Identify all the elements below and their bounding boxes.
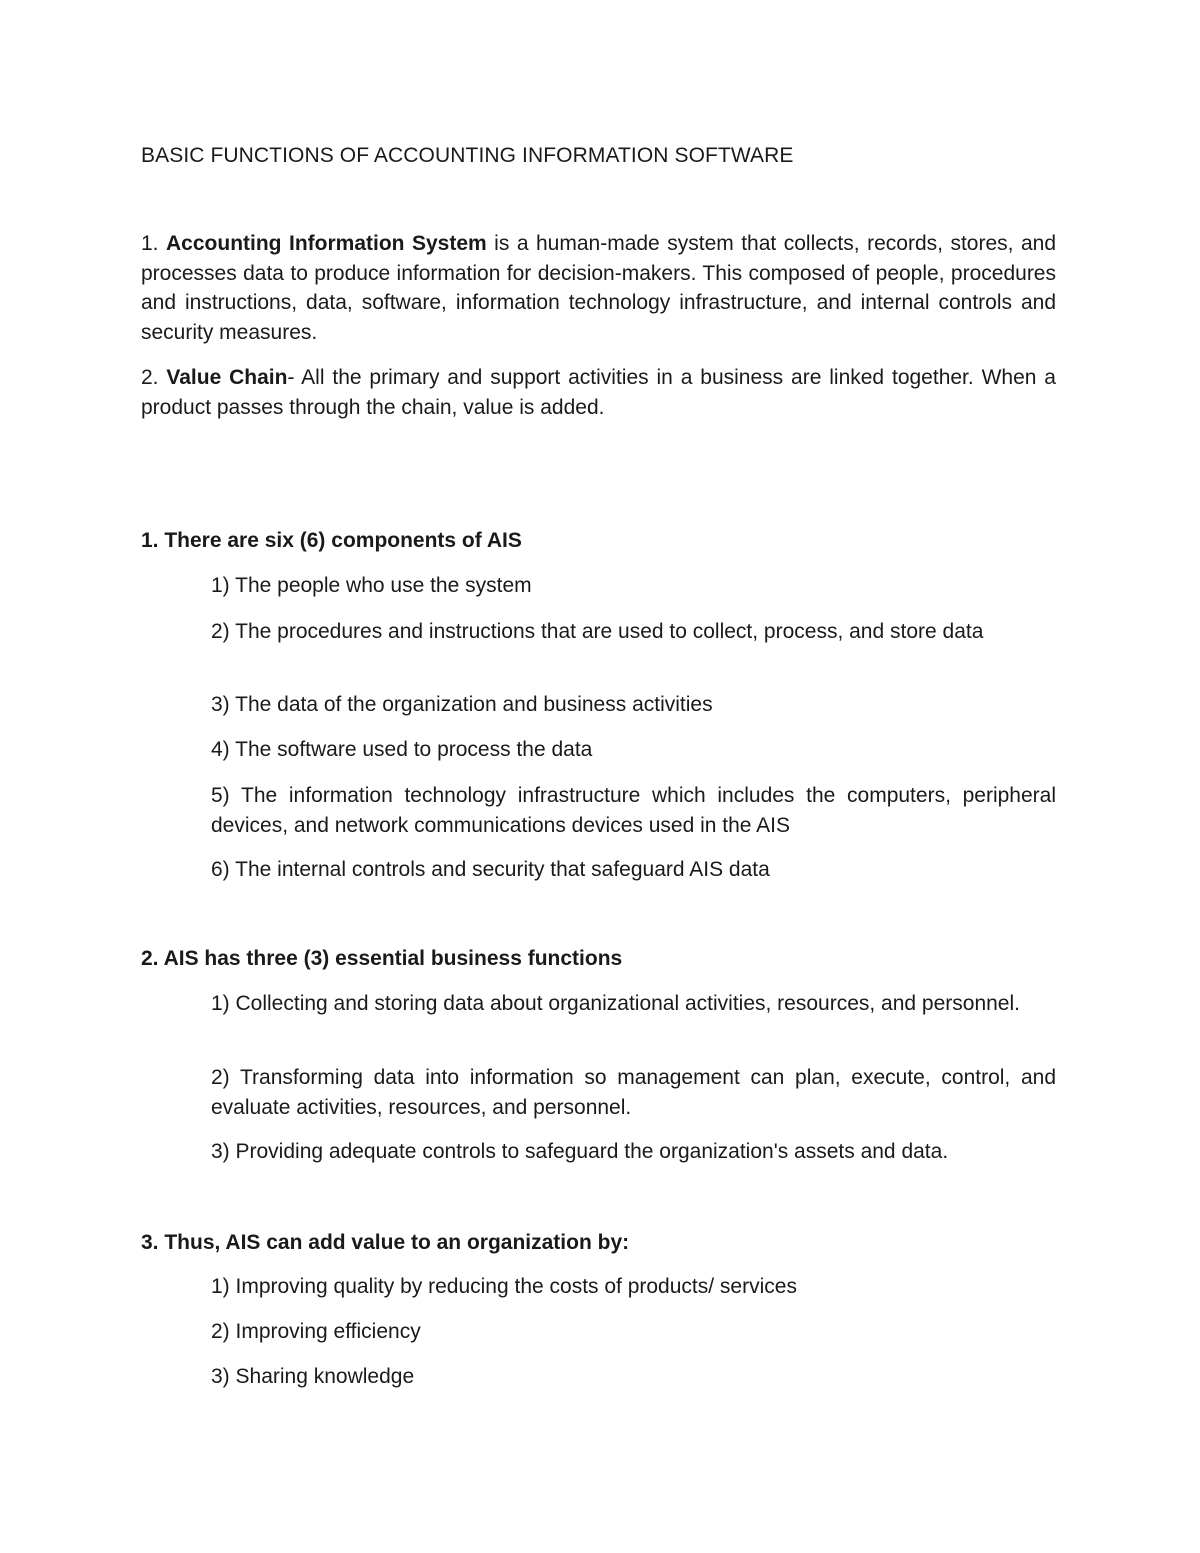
section-heading-functions: 2. AIS has three (3) essential business functions: [141, 947, 623, 970]
list-item: 3) The data of the organization and business activities: [211, 693, 713, 716]
list-item: 5) The information technology infrastructure which includes the computers, peripheral devices, and network communications devices used in the AIS: [211, 784, 1056, 837]
definition-text: is a human-made system that collects, records, stores, and processes data to produce information for decision-makers. This composed of people, procedures and instructions, data, software, information technology infrastructure, and internal controls and security measures.: [141, 232, 1056, 344]
list-item: 2) Transforming data into information so management can plan, execute, control, and evaluate activities, resources, and personnel.: [211, 1066, 1056, 1119]
list-item: 4) The software used to process the data: [211, 738, 593, 761]
list-item: 2) The procedures and instructions that are used to collect, process, and store data: [211, 620, 984, 643]
document-title: BASIC FUNCTIONS OF ACCOUNTING INFORMATION SOFTWARE: [141, 144, 794, 167]
definition-term: Accounting Information System: [166, 232, 487, 255]
list-item: 1) Collecting and storing data about organizational activities, resources, and personnel.: [211, 992, 1020, 1015]
list-item: 6) The internal controls and security that safeguard AIS data: [211, 858, 770, 881]
definition-value-chain: [141, 363, 1056, 422]
definition-term: Value Chain: [166, 366, 288, 389]
list-item: 3) Sharing knowledge: [211, 1365, 415, 1388]
section-heading-components: 1. There are six (6) components of AIS: [141, 529, 522, 552]
list-item: 1) The people who use the system: [211, 574, 532, 597]
definition-number: 1.: [141, 232, 167, 255]
list-item: 1) Improving quality by reducing the costs of products/ services: [211, 1275, 797, 1298]
list-item: 2) Improving efficiency: [211, 1320, 421, 1343]
list-item: 3) Providing adequate controls to safeguard the organization's assets and data.: [211, 1140, 949, 1163]
section-heading-value: 3. Thus, AIS can add value to an organization by:: [141, 1231, 630, 1254]
definition-text: - All the primary and support activities in a business are linked together. When a product passes through the chain, value is added.: [141, 366, 1056, 419]
definition-ais: [141, 229, 1056, 347]
definition-number: 2.: [141, 366, 167, 389]
